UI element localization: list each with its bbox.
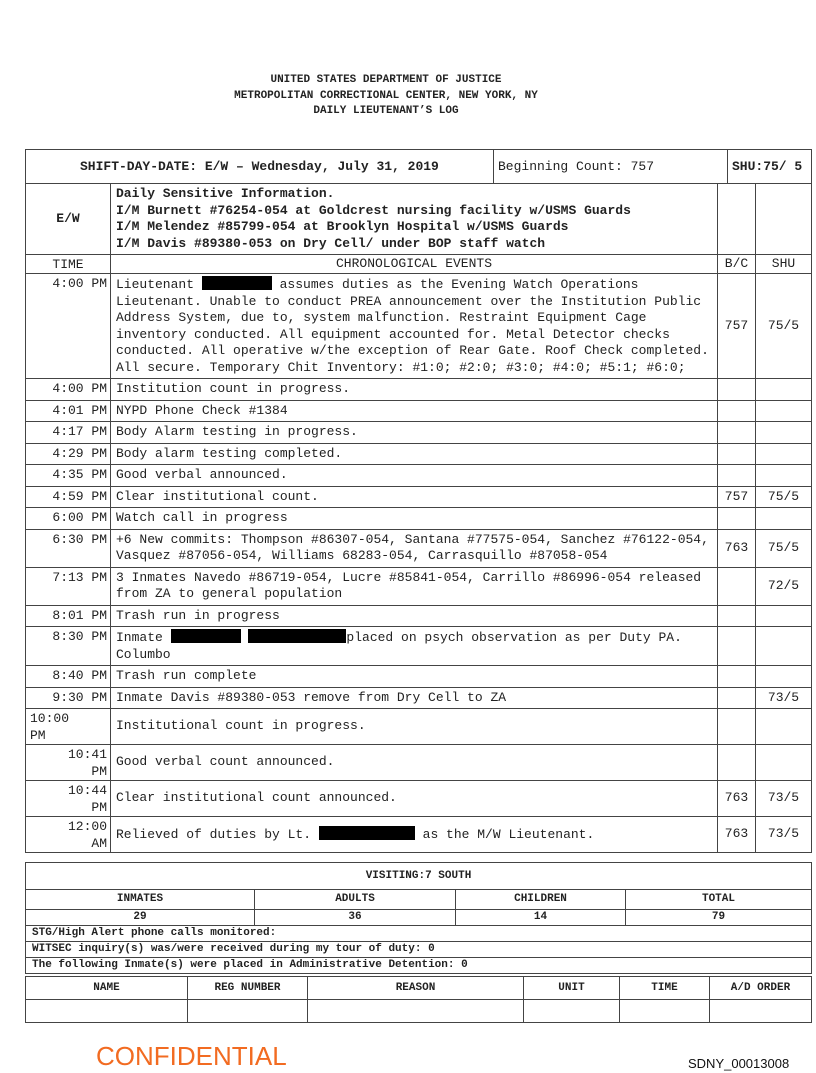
visiting-header-adults: ADULTS bbox=[255, 890, 456, 910]
ad-empty-cell bbox=[188, 1000, 308, 1023]
event-bc-count bbox=[718, 627, 756, 666]
event-time-text: 4:35 PM bbox=[52, 467, 107, 482]
event-bc-count bbox=[718, 605, 756, 627]
event-shu-count bbox=[756, 605, 812, 627]
event-bc-count bbox=[718, 666, 756, 688]
event-shu-count bbox=[756, 443, 812, 465]
visiting-header-total: TOTAL bbox=[626, 890, 812, 910]
event-time bbox=[26, 605, 111, 627]
shu-count: SHU:75/ 5 bbox=[728, 150, 812, 184]
event-row bbox=[26, 379, 812, 401]
event-text: Relieved of duties by Lt. bbox=[116, 826, 319, 842]
event-shu-count bbox=[756, 465, 812, 487]
visiting-total-value: 79 bbox=[626, 910, 812, 926]
chronological-log-table bbox=[25, 183, 812, 853]
event-bc-count: 763 bbox=[718, 781, 756, 817]
sensitive-line: I/M Burnett #76254-054 at Goldcrest nursing facility w/USMS Guards bbox=[116, 202, 631, 218]
event-time-text: 10:44 PM bbox=[67, 783, 107, 815]
event-description bbox=[111, 529, 718, 567]
event-description bbox=[111, 465, 718, 487]
event-text bbox=[241, 630, 249, 645]
event-time bbox=[26, 486, 111, 508]
event-time bbox=[26, 666, 111, 688]
event-row bbox=[26, 745, 812, 781]
event-row bbox=[26, 274, 812, 379]
empty-cell bbox=[756, 184, 812, 255]
event-time bbox=[26, 379, 111, 401]
event-description bbox=[111, 605, 718, 627]
event-row bbox=[26, 605, 812, 627]
title-line: UNITED STATES DEPARTMENT OF JUSTICE bbox=[270, 74, 502, 86]
event-time bbox=[26, 465, 111, 487]
event-time-text: 4:00 PM bbox=[52, 381, 107, 396]
event-time bbox=[26, 687, 111, 709]
event-shu-count: 75/5 bbox=[756, 486, 812, 508]
visiting-title: VISITING:7 SOUTH bbox=[26, 863, 812, 890]
event-text: Inmate Davis #89380-053 remove from Dry Cell to ZA bbox=[116, 689, 507, 705]
event-time-text: 10:00 PM bbox=[30, 711, 70, 743]
event-bc-count bbox=[718, 709, 756, 745]
event-shu-count bbox=[756, 379, 812, 401]
event-row bbox=[26, 627, 812, 666]
event-time-text: 4:59 PM bbox=[52, 488, 107, 504]
event-description bbox=[111, 443, 718, 465]
visiting-header-inmates: INMATES bbox=[26, 890, 255, 910]
event-bc-count bbox=[718, 422, 756, 444]
event-description bbox=[111, 666, 718, 688]
event-text: Good verbal count announced. bbox=[116, 754, 335, 770]
event-text: Watch call in progress bbox=[116, 510, 288, 525]
event-time-text: 8:40 PM bbox=[52, 668, 107, 683]
ad-header-time: TIME bbox=[620, 977, 710, 1000]
event-text: Trash run in progress bbox=[116, 607, 280, 623]
event-bc-count bbox=[718, 508, 756, 530]
event-description bbox=[111, 422, 718, 444]
event-time bbox=[26, 400, 111, 422]
event-shu-count: 75/5 bbox=[756, 274, 812, 379]
ad-header-ad-order: A/D ORDER bbox=[710, 977, 812, 1000]
column-header-events: CHRONOLOGICAL EVENTS bbox=[111, 255, 718, 274]
ad-header-unit: UNIT bbox=[524, 977, 620, 1000]
event-shu-count bbox=[756, 627, 812, 666]
event-time-text: 4:29 PM bbox=[52, 445, 107, 461]
event-time-text: 8:01 PM bbox=[52, 607, 107, 623]
ad-empty-cell bbox=[308, 1000, 524, 1023]
event-bc-count bbox=[718, 443, 756, 465]
event-bc-count: 757 bbox=[718, 486, 756, 508]
redaction-box bbox=[248, 629, 346, 643]
event-text: +6 New commits: Thompson #86307-054, Santana #77575-054, Sanchez #76122-054, Vasquez #87056-054, Williams 68283-054, Carrasquillo #87058-054 bbox=[116, 531, 709, 563]
event-description bbox=[111, 508, 718, 530]
event-text: Inmate bbox=[116, 630, 171, 645]
confidential-stamp: CONFIDENTIAL bbox=[96, 1041, 287, 1071]
ad-header-name: NAME bbox=[26, 977, 188, 1000]
event-time-text: 8:30 PM bbox=[52, 629, 107, 644]
event-time bbox=[26, 529, 111, 567]
shift-code: E/W bbox=[26, 184, 111, 255]
admin-detention-table bbox=[25, 976, 812, 1023]
event-row bbox=[26, 422, 812, 444]
event-row bbox=[26, 567, 812, 605]
event-time-text: 12:00 AM bbox=[67, 819, 107, 851]
event-description bbox=[111, 817, 718, 853]
event-row bbox=[26, 666, 812, 688]
event-bc-count bbox=[718, 400, 756, 422]
event-time-text: 6:30 PM bbox=[52, 531, 107, 547]
event-description bbox=[111, 567, 718, 605]
event-time bbox=[26, 781, 111, 817]
sensitive-line: I/M Davis #89380-053 on Dry Cell/ under BOP staff watch bbox=[116, 235, 546, 251]
shift-day-date: SHIFT-DAY-DATE: E/W – Wednesday, July 31, 2019 bbox=[26, 150, 494, 184]
event-bc-count bbox=[718, 379, 756, 401]
column-header-shu: SHU bbox=[756, 255, 812, 274]
event-row bbox=[26, 465, 812, 487]
event-row bbox=[26, 709, 812, 745]
event-bc-count bbox=[718, 567, 756, 605]
event-time-text: 4:00 PM bbox=[52, 276, 107, 291]
daily-sensitive-information bbox=[111, 184, 718, 255]
ad-empty-cell bbox=[524, 1000, 620, 1023]
event-shu-count: 73/5 bbox=[756, 817, 812, 853]
event-text: Clear institutional count announced. bbox=[116, 790, 397, 806]
event-description bbox=[111, 781, 718, 817]
event-description bbox=[111, 486, 718, 508]
event-bc-count bbox=[718, 745, 756, 781]
event-description bbox=[111, 379, 718, 401]
beginning-count: Beginning Count: 757 bbox=[494, 150, 728, 184]
event-shu-count bbox=[756, 508, 812, 530]
sensitive-line: I/M Melendez #85799-054 at Brooklyn Hospital w/USMS Guards bbox=[116, 219, 569, 234]
event-bc-count: 757 bbox=[718, 274, 756, 379]
ad-empty-cell bbox=[620, 1000, 710, 1023]
event-text: assumes duties as the Evening Watch Operations Lieutenant. Unable to conduct PREA announcement over the Institution Public Address System, due to, system malfunction. Restraint Equipment Cage inventory conducted. All equipment accounted for. Metal Detector checks conducted. All operative w/the exception of Rear Gate. Roof Check completed. All secure. Temporary Chit Inventory: #1:0; #2:0; #3:0; #4:0; #5:1; #6:0; bbox=[116, 277, 709, 375]
event-description bbox=[111, 274, 718, 379]
redaction-box bbox=[202, 276, 272, 290]
event-row bbox=[26, 529, 812, 567]
event-text: Institutional count in progress. bbox=[116, 718, 366, 734]
event-time bbox=[26, 745, 111, 781]
event-text: as the M/W Lieutenant. bbox=[414, 826, 595, 842]
event-row bbox=[26, 781, 812, 817]
event-time-text: 6:00 PM bbox=[52, 510, 107, 525]
event-text: Clear institutional count. bbox=[116, 488, 319, 504]
event-time bbox=[26, 274, 111, 379]
visiting-adults-value: 36 bbox=[255, 910, 456, 926]
event-row bbox=[26, 508, 812, 530]
event-text: Good verbal announced. bbox=[116, 467, 288, 482]
event-text: NYPD Phone Check #1384 bbox=[116, 402, 288, 418]
event-shu-count: 73/5 bbox=[756, 781, 812, 817]
ad-header-reg-number: REG NUMBER bbox=[188, 977, 308, 1000]
event-row bbox=[26, 687, 812, 709]
visiting-children-value: 14 bbox=[456, 910, 626, 926]
ad-header-reason: REASON bbox=[308, 977, 524, 1000]
event-shu-count bbox=[756, 709, 812, 745]
redaction-box bbox=[319, 826, 415, 840]
visiting-header-children: CHILDREN bbox=[456, 890, 626, 910]
redaction-box bbox=[171, 629, 241, 643]
column-header-bc: B/C bbox=[718, 255, 756, 274]
event-shu-count: 72/5 bbox=[756, 567, 812, 605]
event-text: Body alarm testing completed. bbox=[116, 445, 343, 461]
event-time bbox=[26, 508, 111, 530]
event-time-text: 7:13 PM bbox=[52, 569, 107, 585]
event-bc-count bbox=[718, 465, 756, 487]
event-row bbox=[26, 817, 812, 853]
event-description bbox=[111, 709, 718, 745]
event-time-text: 4:17 PM bbox=[52, 424, 107, 439]
title-line: DAILY LIEUTENANT’S LOG bbox=[313, 105, 459, 117]
event-text: Trash run complete bbox=[116, 668, 257, 683]
event-shu-count bbox=[756, 422, 812, 444]
document-title bbox=[0, 73, 772, 120]
event-row bbox=[26, 486, 812, 508]
sensitive-line: Daily Sensitive Information. bbox=[116, 186, 335, 201]
admin-detention-note: The following Inmate(s) were placed in Administrative Detention: 0 bbox=[26, 958, 812, 974]
event-time bbox=[26, 567, 111, 605]
visiting-table bbox=[25, 862, 812, 974]
event-time-text: 10:41 PM bbox=[67, 747, 107, 779]
event-description bbox=[111, 627, 718, 666]
event-time-text: 9:30 PM bbox=[52, 689, 107, 705]
event-shu-count bbox=[756, 666, 812, 688]
event-bc-count: 763 bbox=[718, 817, 756, 853]
event-shu-count: 73/5 bbox=[756, 687, 812, 709]
visiting-inmates-value: 29 bbox=[26, 910, 255, 926]
event-description bbox=[111, 400, 718, 422]
event-time bbox=[26, 627, 111, 666]
empty-cell bbox=[718, 184, 756, 255]
column-header-time: TIME bbox=[26, 255, 111, 274]
event-description bbox=[111, 745, 718, 781]
event-text: Body Alarm testing in progress. bbox=[116, 424, 358, 439]
event-time bbox=[26, 709, 111, 745]
event-time bbox=[26, 443, 111, 465]
event-text: Institution count in progress. bbox=[116, 381, 351, 396]
bates-number: SDNY_00013008 bbox=[688, 1056, 790, 1071]
event-shu-count: 75/5 bbox=[756, 529, 812, 567]
stg-phone-calls-note: STG/High Alert phone calls monitored: bbox=[26, 926, 812, 942]
event-text: placed on psych observation as per Duty PA. Columbo bbox=[116, 630, 682, 662]
event-row bbox=[26, 400, 812, 422]
event-shu-count bbox=[756, 745, 812, 781]
event-text: 3 Inmates Navedo #86719-054, Lucre #85841-054, Carrillo #86996-054 released from ZA to general population bbox=[116, 569, 702, 601]
ad-empty-cell bbox=[26, 1000, 188, 1023]
event-text: Lieutenant bbox=[116, 277, 202, 292]
title-line: METROPOLITAN CORRECTIONAL CENTER, NEW YORK, NY bbox=[234, 89, 538, 102]
event-shu-count bbox=[756, 400, 812, 422]
event-time bbox=[26, 422, 111, 444]
witsec-note: WITSEC inquiry(s) was/were received during my tour of duty: 0 bbox=[26, 942, 812, 958]
event-description bbox=[111, 687, 718, 709]
event-bc-count bbox=[718, 687, 756, 709]
event-bc-count: 763 bbox=[718, 529, 756, 567]
ad-empty-cell bbox=[710, 1000, 812, 1023]
shift-header-table bbox=[25, 149, 812, 184]
event-time-text: 4:01 PM bbox=[52, 402, 107, 418]
event-time bbox=[26, 817, 111, 853]
event-row bbox=[26, 443, 812, 465]
